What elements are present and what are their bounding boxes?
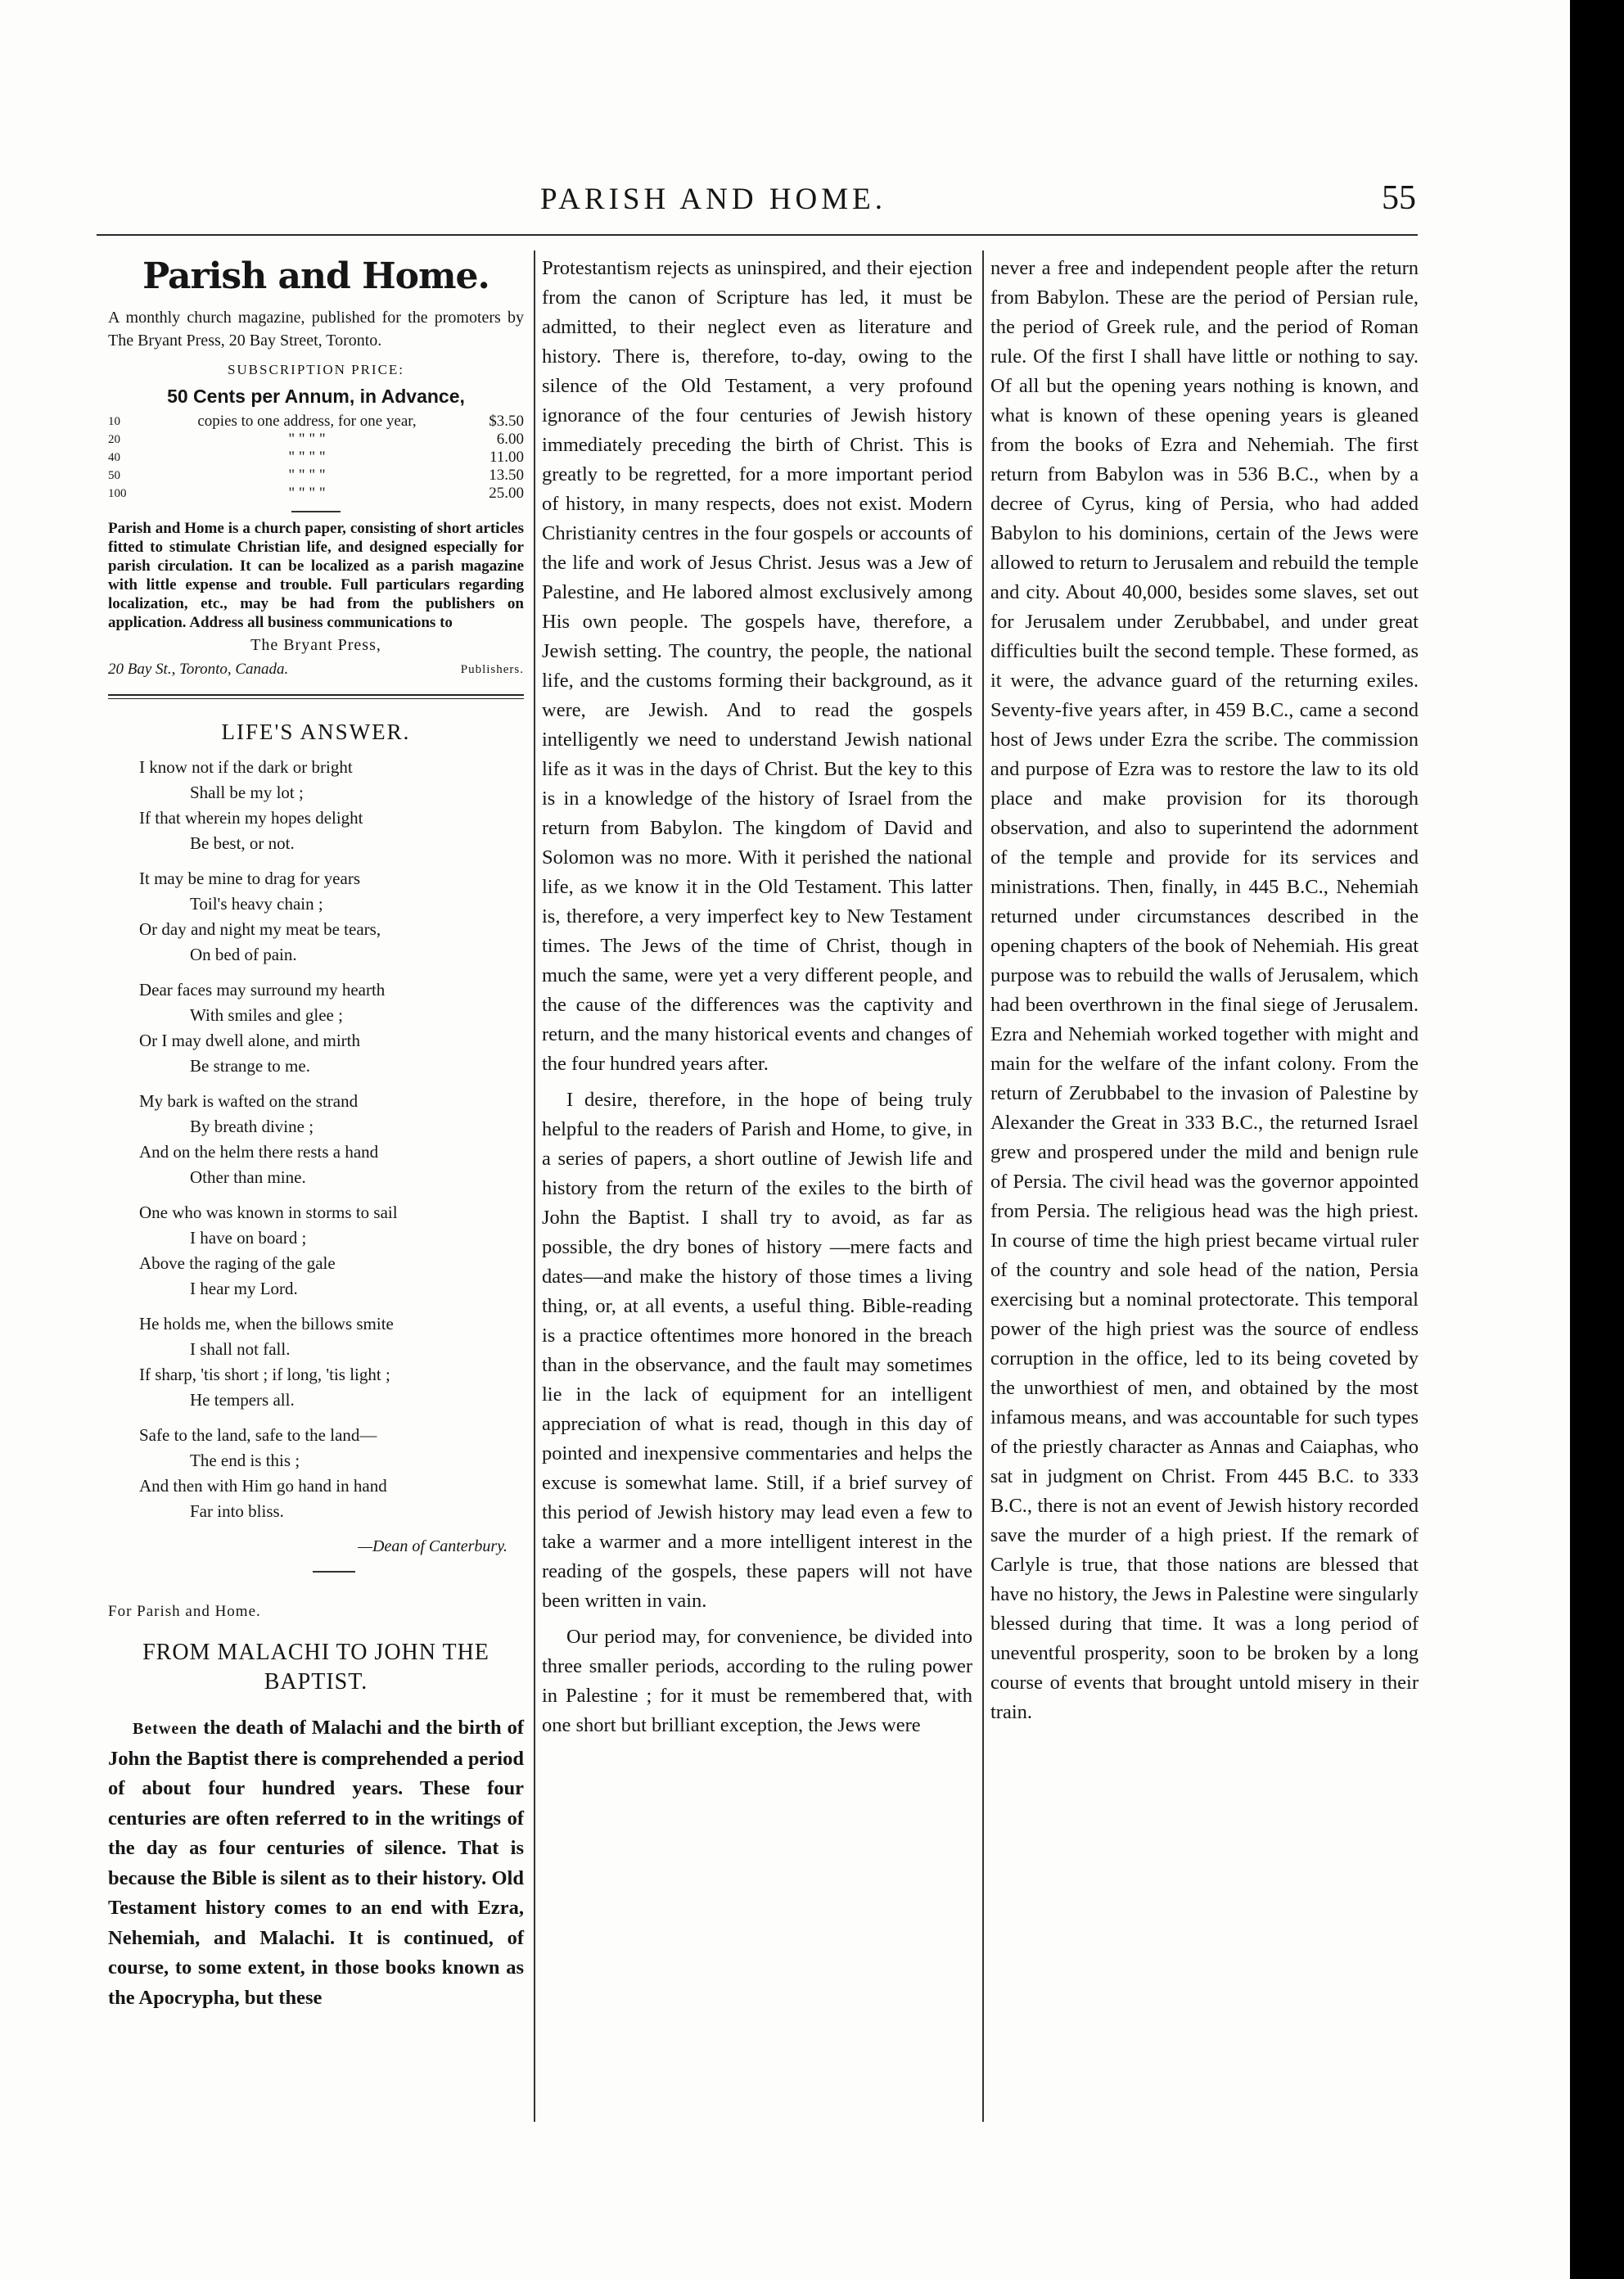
- article-title-line: FROM MALACHI TO JOHN THE: [142, 1640, 489, 1665]
- rate-qty: 10: [108, 415, 120, 428]
- poem-title: LIFE'S ANSWER.: [221, 720, 411, 744]
- publisher-address: 20 Bay St., Toronto, Canada.: [108, 661, 289, 678]
- rate-price: $3.50: [489, 413, 524, 430]
- poem-line: The end is this ;: [190, 1451, 300, 1470]
- rate-desc: copies to one address, for one year,: [197, 413, 417, 430]
- poem-stanza: [108, 1423, 524, 1524]
- poem-line: With smiles and glee ;: [190, 1005, 343, 1025]
- column-right: [990, 254, 1419, 1727]
- divider: [313, 1571, 355, 1573]
- poem-stanza: [108, 755, 524, 856]
- poem-stanza: [108, 1311, 524, 1413]
- rate-desc: " " " ": [288, 449, 326, 466]
- scan-border: [1570, 0, 1624, 2279]
- rate-desc: " " " ": [288, 485, 326, 502]
- rate-row: [108, 467, 524, 485]
- poem-stanza: [108, 1089, 524, 1190]
- rate-row: [108, 431, 524, 449]
- column-middle: [542, 254, 972, 1740]
- running-header: [98, 179, 1416, 228]
- article-paragraph: Protestantism rejects as uninspired, and their ejection from the canon of Scripture has led, it must be admitted, to their neglect even as literature and history. There is, therefore, to-day, owing to the silence of the Old Testament, a very profound ignorance of the four centuries of Jewish history immediately preceding the birth of Christ. This is greatly to be regretted, for a more important period of history, in many respects, does not exist. Modern Christianity centres in the four gospels or accounts of the life and work of Jesus Christ. Jesus was a Jew of Palestine, and He labored almost exclusively among His own people. The gospels have, therefore, a Jewish setting. The country, the people, the national life, and the customs forming their background, as it were, are Jewish. And to read the gospels intelligently we need to understand Jewish national life as it was in the days of Christ. But the key to this is in a knowledge of the history of Israel from the return from Babylon. The kingdom of David and Solomon was no more. With it perished the national life, as we know it in the Old Testament. This latter is, therefore, a very imperfect key to New Testament times. The Jews of the time of Christ, though in much the same, were yet a very different people, and the cause of the differences was the captivity and return, and the many historical events and changes of the four hundred years after.: [542, 257, 972, 1075]
- masthead-intro: A monthly church magazine, published for the promoters by The Bryant Press, 20 Bay Street, Toronto.: [108, 309, 524, 350]
- rate-price: 13.50: [489, 467, 524, 484]
- section-divider: [108, 694, 524, 699]
- running-title: PARISH AND HOME.: [540, 183, 887, 216]
- article-paragraph: I desire, therefore, in the hope of being truly helpful to the readers of Parish and Home, to give, in a series of papers, a short outline of Jewish life and history from the return of the exiles to the birth of John the Baptist. I shall try to avoid, as far as possible, the dry bones of history —mere facts and dates—and make the history of those times a living thing, or, at all events, a useful thing. Bible-reading is a practice oftentimes more honored in the breach than in the observance, and the fault may sometimes lie in the lack of equipment for an intelligent appreciation of what is read, though in this day of pointed and inexpensive commentaries and helps the excuse is somewhat lame. Still, if a brief survey of this period of Jewish history may lead even a few to take a warmer and a more intelligent interest in the reading of the gospels, these papers will not have been written in vain.: [542, 1089, 972, 1612]
- rate-qty: 50: [108, 469, 120, 482]
- rate-qty: 100: [108, 487, 127, 500]
- page-number: 55: [1382, 179, 1416, 217]
- poem-line: Toil's heavy chain ;: [190, 894, 323, 914]
- rate-row: [108, 449, 524, 467]
- rates-table: [108, 413, 524, 503]
- poem-line: Or I may dwell alone, and mirth: [139, 1031, 361, 1050]
- poem-line: Be best, or not.: [190, 833, 295, 853]
- article-paragraph: Our period may, for convenience, be divided into three smaller periods, according to the ruling power in Palestine ; for it must be remembered that, with one short but brilliant exception, the Jews were: [542, 1626, 972, 1736]
- publishers-label: Publishers.: [460, 663, 524, 676]
- poem-line: Safe to the land, safe to the land—: [139, 1425, 377, 1445]
- header-rule: [97, 234, 1418, 236]
- rate-price: 6.00: [496, 431, 524, 448]
- article-paragraph: never a free and independent people after the return from Babylon. These are the period of Persian rule, the period of Greek rule, and the period of Roman rule. Of the first I shall have little or nothing to say. Of all but the opening years nothing is known, and what is known of these opening years is gleaned from the books of Ezra and Nehemiah. The first return from Babylon was in 536 B.C., when by a decree of Cyrus, king of Persia, who had added Babylon to his dominions, certain of the Jews were allowed to return to Jerusalem and rebuild the temple and city. About 40,000, besides some slaves, set out for Jerusalem under Zerubbabel, and under great difficulties built the second temple. These formed, as it were, the advance guard of the returning exiles. Seventy-five years after, in 459 B.C., came a second host of Jews under Ezra the scribe. The commission and purpose of Ezra was to restore the law to its old place and make provision for its thorough observation, and also to superintend the adornment of the temple and provide for its services and ministrations. Then, finally, in 445 B.C., Nehemiah returned under circumstances described in the opening chapters of the book of Nehemiah. His great purpose was to rebuild the walls of Jerusalem, which had been overthrown in the final siege of Jerusalem. Ezra and Nehemiah worked together with might and main for the welfare of the infant colony. From the return of Zerubbabel to the invasion of Palestine by Alexander the Great in 333 B.C., the returned Israel grew and prospered under the mild and benign rule of Persia. The civil head was the governor appointed from Persia. The religious head was the high priest. In course of time the high priest became virtual ruler of the country and sole head of the nation, Persia exercising but a nominal protectorate. This temporal power of the high priest was the source of endless corruption in the office, led to its being coveted by the unworthiest of men, and obtained by the most infamous means, and was accountable for such types of the priestly character as Annas and Caiaphas, who sat in judgment on Christ. From 445 B.C. to 333 B.C., there is not an event of Jewish history recorded save the murder of a high priest. If the remark of Carlyle is true, that those nations are blessed that have no history, the Jews in Palestine were singularly blessed during that time. It was a long period of uneventful prosperity, soon to be broken by a long course of events that brought untold misery in their train.: [990, 257, 1419, 1723]
- poem-line: By breath divine ;: [190, 1117, 314, 1136]
- poem-line: Dear faces may surround my hearth: [139, 980, 386, 1000]
- poem-stanza: [108, 977, 524, 1079]
- publisher-row: [108, 658, 524, 681]
- rate-qty: 40: [108, 451, 120, 464]
- article-title-line: BAPTIST.: [264, 1669, 368, 1695]
- poem-line: Other than mine.: [190, 1167, 306, 1187]
- poem-attribution: —Dean of Canterbury.: [358, 1537, 508, 1555]
- poem-line: I shall not fall.: [190, 1339, 291, 1359]
- divider: [291, 511, 341, 512]
- poem-line: If sharp, 'tis short ; if long, 'tis light ;: [139, 1365, 390, 1384]
- poem-line: He tempers all.: [190, 1390, 295, 1410]
- masthead: Parish and Home.: [142, 255, 489, 297]
- article-opening-word: Between: [133, 1720, 198, 1738]
- rate-desc: " " " ": [288, 431, 326, 448]
- poem-line: I know not if the dark or bright: [139, 757, 353, 777]
- poem-line: Far into bliss.: [190, 1501, 284, 1521]
- column-divider-left: [534, 250, 535, 2122]
- article-text: the death of Malachi and the birth of John the Baptist there is comprehended a period of about four hundred years. These four centuries are often referred to in the writings of the day as four centuries of silence. That is because the Bible is silent as to their history. Old Testament history comes to an end with Ezra, Nehemiah, and Malachi. It is continued, of course, to some extent, in those books known as the Apocrypha, but these: [108, 1717, 525, 2009]
- poem-line: And on the helm there rests a hand: [139, 1142, 379, 1162]
- poem: [108, 755, 524, 1559]
- poem-line: I have on board ;: [190, 1228, 307, 1248]
- poem-line: If that wherein my hopes delight: [139, 808, 363, 828]
- rate-qty: 20: [108, 433, 120, 446]
- rate-row: [108, 485, 524, 503]
- poem-line: I hear my Lord.: [190, 1279, 298, 1298]
- poem-line: And then with Him go hand in hand: [139, 1476, 387, 1496]
- rate-row: [108, 413, 524, 431]
- article-for-line: For Parish and Home.: [108, 1603, 261, 1620]
- poem-stanza: [108, 1200, 524, 1302]
- publisher-name: The Bryant Press,: [250, 636, 381, 654]
- rate-price: 25.00: [489, 485, 524, 502]
- column-left: [108, 254, 524, 2013]
- poem-line: On bed of pain.: [190, 945, 297, 964]
- poem-line: He holds me, when the billows smite: [139, 1314, 394, 1334]
- poem-line: My bark is wafted on the strand: [139, 1091, 359, 1111]
- poem-line: Or day and night my meat be tears,: [139, 919, 381, 939]
- publication-description: Parish and Home is a church paper, consisting of short articles fitted to stimulate Christian life, and designed especially for parish circulation. It can be localized as a parish magazine with little expense and trouble. Full particulars regarding localization, etc., may be had from the publishers on application. Address all business communications to: [108, 520, 524, 631]
- poem-line: Above the raging of the gale: [139, 1253, 336, 1273]
- poem-line: Be strange to me.: [190, 1056, 310, 1076]
- article-paragraph: [108, 1713, 524, 2013]
- subscription-heading: SUBSCRIPTION PRICE:: [227, 362, 405, 377]
- column-divider-right: [982, 250, 984, 2122]
- article-title: [108, 1638, 524, 1697]
- poem-stanza: [108, 866, 524, 968]
- poem-line: Shall be my lot ;: [190, 783, 304, 802]
- poem-line: One who was known in storms to sail: [139, 1203, 398, 1222]
- subscription-price: 50 Cents per Annum, in Advance,: [167, 386, 465, 407]
- rate-desc: " " " ": [288, 467, 326, 484]
- rate-price: 11.00: [489, 449, 524, 466]
- poem-line: It may be mine to drag for years: [139, 869, 360, 888]
